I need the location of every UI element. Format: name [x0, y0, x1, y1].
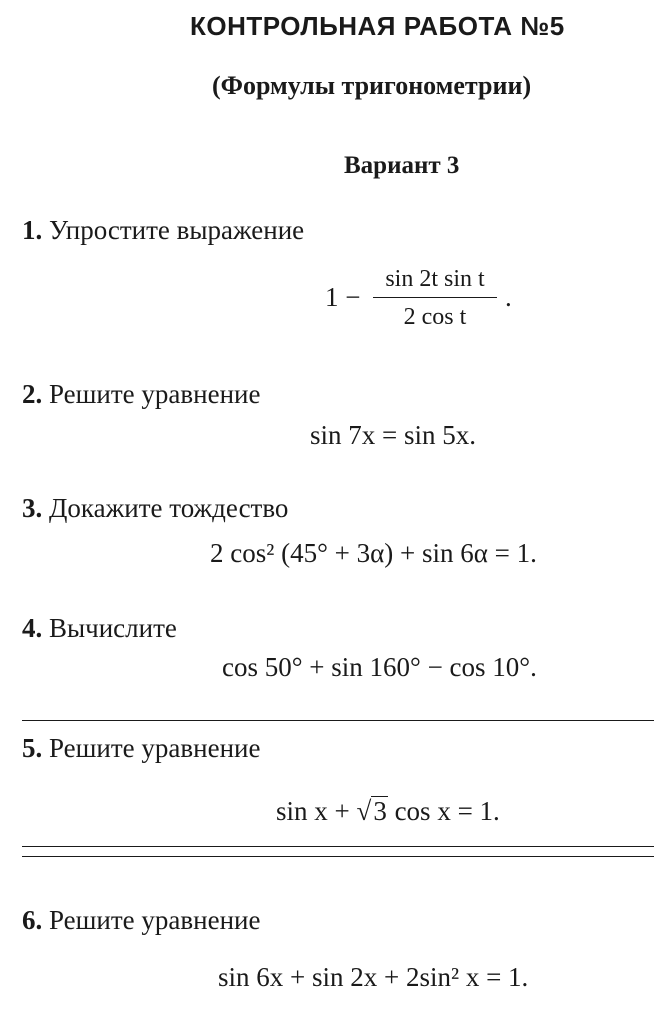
task-6-heading	[22, 904, 260, 936]
task-5-formula	[276, 794, 500, 828]
section-divider-double-upper	[22, 846, 654, 847]
task-5-formula-after-root: cos x = 1.	[394, 796, 500, 826]
task-2-heading	[22, 378, 260, 410]
task-1-fraction-numerator: sin 2t sin t	[385, 266, 485, 292]
square-root	[357, 794, 388, 828]
task-6-formula: sin 6x + sin 2x + 2sin² x = 1.	[218, 962, 529, 992]
section-divider-top	[22, 720, 654, 721]
task-5-number: 5.	[22, 733, 43, 763]
task-6-prompt: Решите уравнение	[49, 905, 261, 935]
task-3-heading	[22, 492, 288, 524]
task-4-formula: cos 50° + sin 160° − cos 10°.	[222, 652, 537, 682]
radical-sign: √	[356, 796, 372, 826]
page-subtitle: (Формулы тригонометрии)	[212, 71, 532, 100]
task-3-number: 3.	[22, 493, 43, 523]
variant-label: Вариант 3	[344, 152, 460, 179]
page-title: КОНТРОЛЬНАЯ РАБОТА №5	[190, 11, 565, 41]
task-5-heading	[22, 732, 260, 764]
task-4-prompt: Вычислите	[49, 613, 177, 643]
task-3-formula: 2 cos² (45° + 3α) + sin 6α = 1.	[210, 538, 537, 568]
task-5-radicand: 3	[373, 796, 387, 826]
task-6-number: 6.	[22, 905, 43, 935]
task-1-fraction-bar	[373, 297, 497, 298]
task-3-prompt: Докажите тождество	[49, 493, 289, 523]
task-5-prompt: Решите уравнение	[49, 733, 261, 763]
task-5-formula-before-root: sin x +	[276, 796, 350, 826]
task-1-prompt: Упростите выражение	[49, 215, 305, 245]
task-1-formula-trail: .	[505, 282, 512, 312]
task-4-heading	[22, 612, 177, 644]
task-1-number: 1.	[22, 215, 43, 245]
task-2-number: 2.	[22, 379, 43, 409]
task-1-fraction-denominator: 2 cos t	[403, 304, 467, 330]
task-2-prompt: Решите уравнение	[49, 379, 261, 409]
task-1-heading	[22, 214, 304, 246]
task-1-formula-lead: 1 −	[325, 282, 361, 312]
section-divider-double-lower	[22, 856, 654, 857]
task-4-number: 4.	[22, 613, 43, 643]
task-2-formula: sin 7x = sin 5x.	[310, 420, 476, 450]
